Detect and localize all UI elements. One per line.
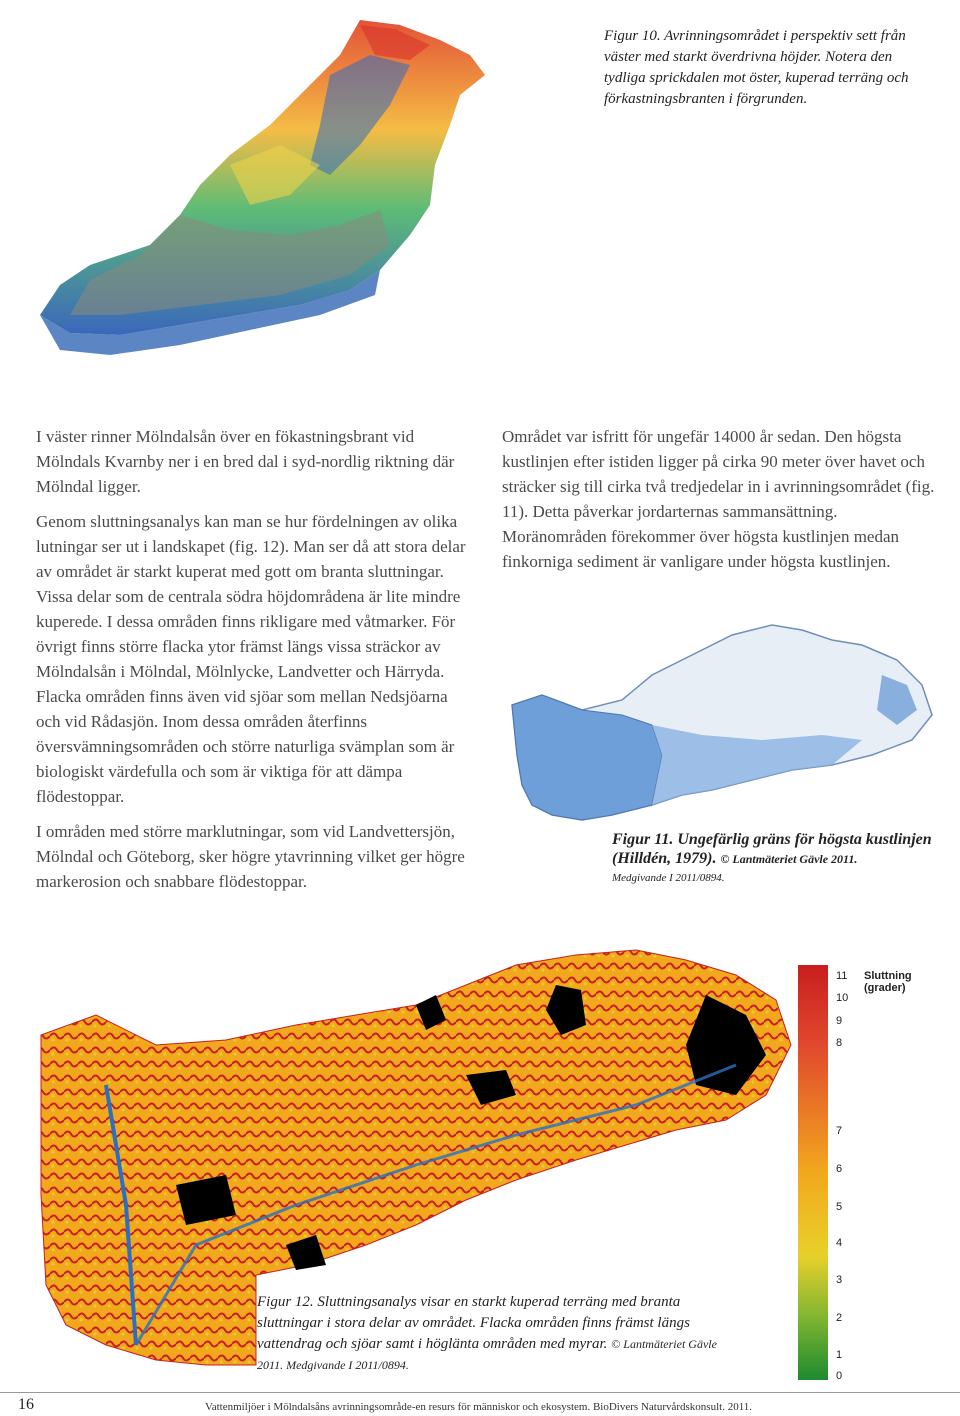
terrain-3d-graphic: [30, 15, 550, 395]
figure11-caption: [612, 830, 932, 888]
footer-text: Vattenmiljöer i Mölndalsåns avrinningsområde-en resurs för människor och ekosystem. BioDivers Naturvårdskonsult. 2011.: [205, 1401, 753, 1413]
coastline-map-graphic: [502, 615, 942, 835]
legend-tick-8: 8: [836, 1037, 843, 1049]
legend-tick-6: 6: [836, 1163, 843, 1175]
legend-tick-10: 10: [836, 992, 849, 1004]
right-column: [502, 424, 942, 584]
legend-tick-9: 9: [836, 1015, 843, 1027]
legend-tick-1: 1: [836, 1349, 843, 1361]
left-paragraph-3: I områden med större marklutningar, som vid Landvettersjön, Mölndal och Göteborg, sker högre ytavrinning vilket ger högre markerosion och snabbare flödestoppar.: [36, 822, 465, 891]
right-paragraph-1: Området var isfritt för ungefär 14000 år sedan. Den högsta kustlinjen efter istiden ligger på cirka 90 meter över havet och sträcker sig till cirka två tredjedelar in i avrinningsområdet (fig. 11). Detta påverkar jordarternas sammansättning. Moränområden förekommer över högsta kustlinjen medan finkorniga sediment är vanligare under högsta kustlinjen.: [502, 427, 935, 571]
page-number: 16: [18, 1396, 34, 1413]
slope-legend-title-line2: (grader): [864, 982, 906, 994]
legend-tick-11: 11: [836, 970, 848, 982]
left-column: [36, 424, 476, 904]
figure12-caption-copyright: © Lantmäteriet Gävle 2011. Medgivande I 2011/0894.: [257, 1337, 717, 1372]
figure12-caption: [257, 1290, 737, 1378]
legend-tick-7: 7: [836, 1125, 843, 1137]
footer-divider: [0, 1392, 960, 1393]
figure10-terrain-image: [30, 15, 550, 395]
left-paragraph-1: I väster rinner Mölndalsån över en fökastningsbrant vid Mölndals Kvarnby ner i en bred dal i syd-nordlig riktning där Mölndal ligger.: [36, 427, 455, 496]
left-paragraph-2: Genom sluttningsanalys kan man se hur fördelningen av olika lutningar ser ut i landskapet (fig. 12). Man ser då att stora delar av området är starkt kuperat med gott om branta sluttningar. Vissa delar som de centrala södra höjdområdena är lite mindre kuperede. I dessa områden finns rikligare med våtmarker. För övrigt finns större flacka ytor främst längs vissa sträckor av Mölndalsån i Mölndal, Mölnlycke, Landvetter och Härryda. Flacka områden finns även vid sjöar som mellan Nedsjöarna och vid Rådasjön. Inom dessa områden återfinns översvämningsområden och större naturliga svämplan som är biologiskt värdefulla och som är viktiga för att dämpa flödestoppar.: [36, 512, 466, 806]
figure11-caption-permit: Medgivande I 2011/0894.: [612, 872, 725, 884]
legend-tick-4: 4: [836, 1237, 843, 1249]
figure11-caption-copyright: © Lantmäteriet Gävle 2011.: [720, 852, 858, 866]
figure12-caption-main: Figur 12. Sluttningsanalys visar en starkt kuperad terräng med branta sluttningar i stora delar av området. Flacka områden finns främst längs vattendrag och sjöar samt i höglänta områden med myrar.: [257, 1294, 690, 1352]
legend-tick-5: 5: [836, 1201, 843, 1213]
slope-legend-colorbar: [798, 965, 828, 1380]
slope-legend-title: [864, 970, 912, 994]
figure11-coastline-map: [502, 615, 942, 835]
figure10-caption: Figur 10. Avrinningsområdet i perspektiv sett från väster med starkt överdrivna höjder. Notera den tydliga sprickdalen mot öster, kuperad terräng och förkastningsbranten i förgrunden.: [604, 28, 909, 107]
figure11-caption-main: Figur 11. Ungefärlig gräns för högsta kustlinjen (Hilldén, 1979).: [612, 831, 932, 867]
legend-tick-0: 0: [836, 1370, 843, 1382]
slope-legend-title-line1: Sluttning: [864, 970, 912, 982]
legend-tick-2: 2: [836, 1312, 843, 1324]
legend-tick-3: 3: [836, 1274, 843, 1286]
slope-legend: [796, 965, 936, 1385]
